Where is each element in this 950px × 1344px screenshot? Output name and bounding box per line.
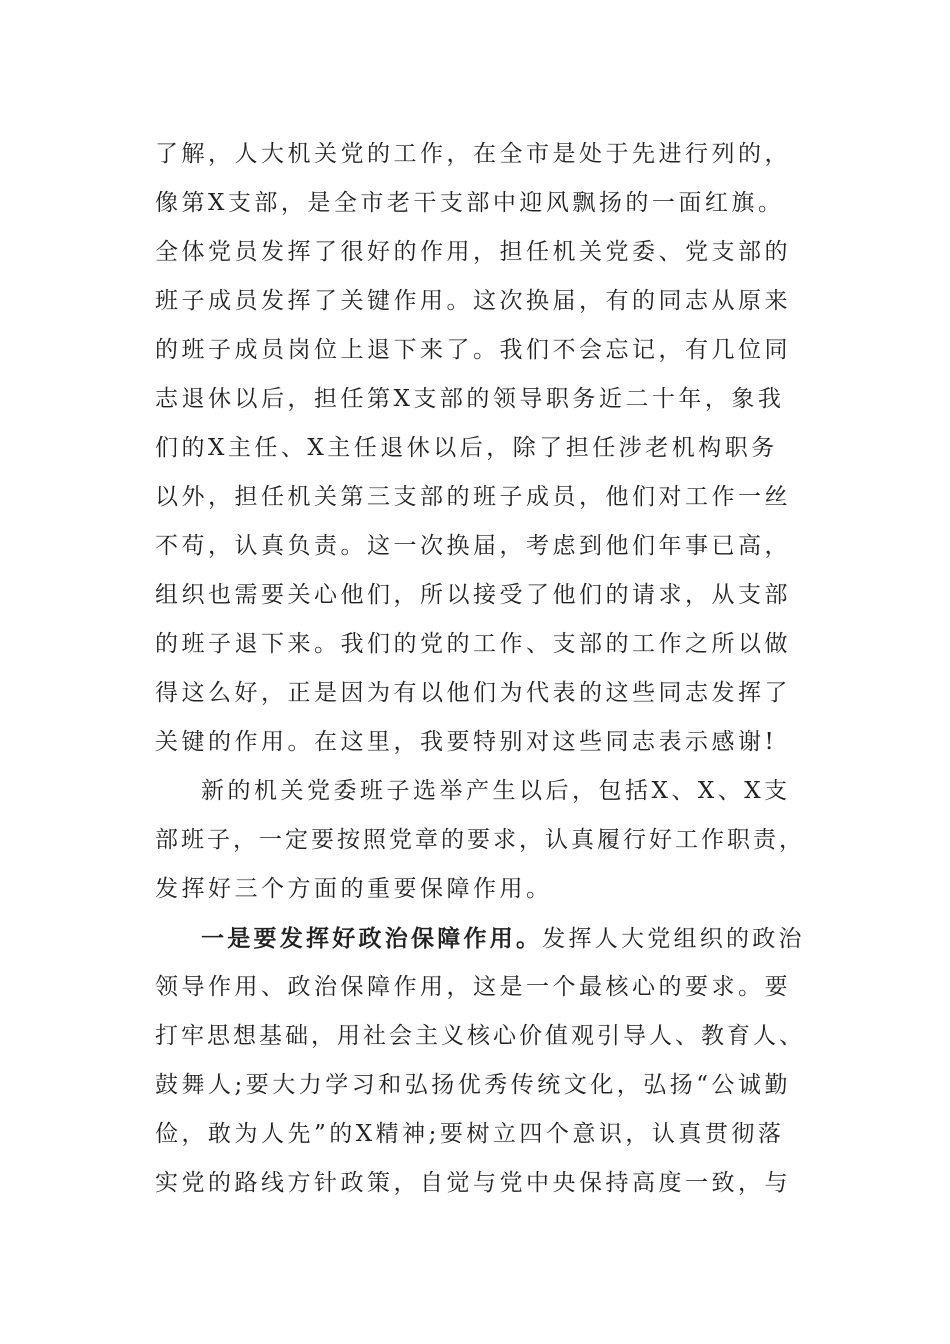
text-line: 领导作用、政治保障作用，这是一个最核心的要求。要 (155, 974, 791, 1000)
text-line: 不苟，认真负责。这一次换届，考虑到他们年事已高， (155, 533, 791, 559)
text-line: 们的X主任、X主任退休以后，除了担任涉老机构职务 (155, 435, 778, 461)
text-line: 像第X支部，是全市老干支部中迎风飘扬的一面红旗。 (155, 190, 785, 216)
document-body (155, 130, 805, 1208)
text-line: 关键的作用。在这里，我要特别对这些同志表示感谢! (155, 729, 778, 755)
bold-heading: 一是要发挥好政治保障作用。 (201, 925, 543, 952)
text-line: 新的机关党委班子选举产生以后，包括X、X、X支 (201, 778, 791, 804)
text-line: 实党的路线方针政策，自觉与党中央保持高度一致，与 (155, 1170, 791, 1196)
text-line: 班子成员发挥了关键作用。这次换届，有的同志从原来 (155, 288, 791, 314)
text-line (155, 914, 805, 963)
text-line: 以外，担任机关第三支部的班子成员，他们对工作一丝 (155, 484, 791, 510)
text-line: 部班子，一定要按照党章的要求，认真履行好工作职责， (155, 827, 805, 853)
text-line: 得这么好，正是因为有以他们为代表的这些同志发挥了 (155, 680, 791, 706)
text-line: 打牢思想基础，用社会主义核心价值观引导人、教育人、 (155, 1023, 805, 1049)
text-run: 发挥人大党组织的政治 (542, 926, 805, 952)
text-line: 的班子成员岗位上退下来了。我们不会忘记，有几位同 (155, 337, 791, 363)
text-line: 组织也需要关心他们，所以接受了他们的请求，从支部 (155, 582, 791, 608)
text-line: 俭，敢为人先”的X精神;要树立四个意识，认真贯彻落 (155, 1121, 785, 1147)
text-line: 鼓舞人;要大力学习和弘扬优秀传统文化，弘扬“公诚勤 (155, 1072, 792, 1098)
text-line: 全体党员发挥了很好的作用，担任机关党委、党支部的 (155, 239, 791, 265)
text-line: 了解，人大机关党的工作，在全市是处于先进行列的， (155, 141, 791, 167)
text-line: 志退休以后，担任第X支部的领导职务近二十年，象我 (155, 386, 785, 412)
text-line: 的班子退下来。我们的党的工作、支部的工作之所以做 (155, 631, 791, 657)
text-line: 发挥好三个方面的重要保障作用。 (155, 876, 553, 902)
